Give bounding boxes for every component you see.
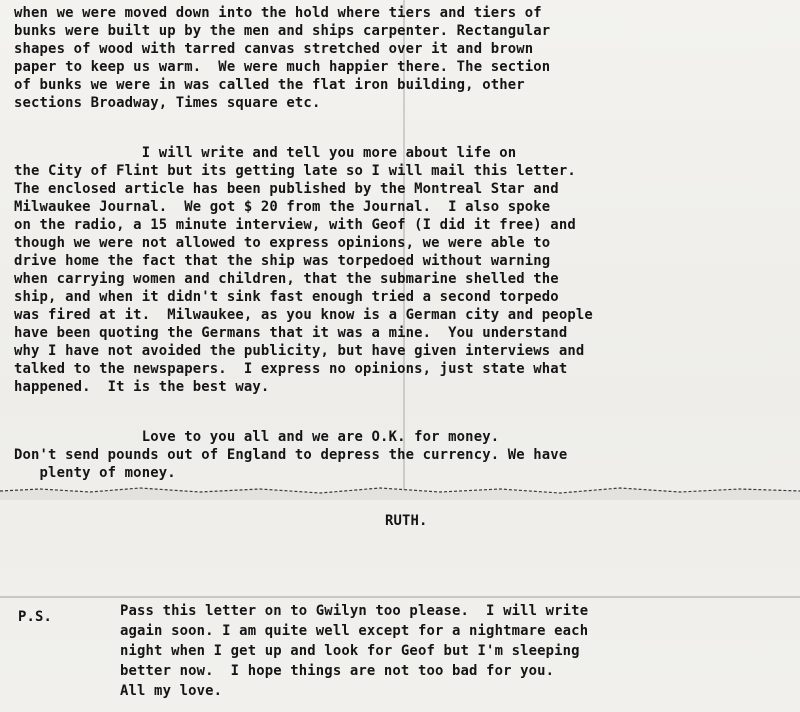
letter-line: ship, and when it didn't sink fast enough tried a second torpedo — [14, 289, 559, 305]
torn-edge — [0, 482, 800, 500]
letter-line: bunks were built up by the men and ships carpenter. Rectangular — [14, 23, 551, 39]
signature: RUTH. — [385, 513, 428, 529]
letter-line: The enclosed article has been published by the Montreal Star and — [14, 181, 559, 197]
letter-line: paper to keep us warm. We were much happier there. The section — [14, 59, 551, 75]
letter-line: on the radio, a 15 minute interview, with Geof (I did it free) and — [14, 217, 576, 233]
postscript-label: P.S. — [18, 609, 53, 625]
letter-line: of bunks we were in was called the flat iron building, other — [14, 77, 525, 93]
letter-line: why I have not avoided the publicity, but have given interviews and — [14, 343, 585, 359]
letter-line: sections Broadway, Times square etc. — [14, 95, 321, 111]
letter-line: talked to the newspapers. I express no opinions, just state what — [14, 361, 568, 377]
letter-line: when carrying women and children, that the submarine shelled the — [14, 271, 559, 287]
letter-line: though we were not allowed to express opinions, we were able to — [14, 235, 551, 251]
postscript-line: night when I get up and look for Geof but I'm sleeping — [120, 643, 580, 659]
postscript-line: again soon. I am quite well except for a nightmare each — [120, 623, 589, 639]
letter-line: when we were moved down into the hold where tiers and tiers of — [14, 5, 542, 21]
letter-line: happened. It is the best way. — [14, 379, 270, 395]
fold-crease-horizontal — [0, 596, 800, 598]
letter-line: I will write and tell you more about life on — [14, 145, 517, 161]
letter-line: have been quoting the Germans that it was a mine. You understand — [14, 325, 568, 341]
postscript-line: better now. I hope things are not too bad for you. — [120, 663, 555, 679]
postscript-line: All my love. — [120, 683, 223, 699]
letter-line: was fired at it. Milwaukee, as you know is a German city and people — [14, 307, 593, 323]
letter-line: Don't send pounds out of England to depress the currency. We have — [14, 447, 568, 463]
letter-line: shapes of wood with tarred canvas stretched over it and brown — [14, 41, 534, 57]
letter-line: plenty of money. — [14, 465, 176, 481]
letter-line: drive home the fact that the ship was torpedoed without warning — [14, 253, 551, 269]
postscript-line: Pass this letter on to Gwilyn too please. I will write — [120, 603, 589, 619]
letter-line: the City of Flint but its getting late so I will mail this letter. — [14, 163, 576, 179]
letter-line: Milwaukee Journal. We got $ 20 from the Journal. I also spoke — [14, 199, 551, 215]
letter-line: Love to you all and we are O.K. for money. — [14, 429, 500, 445]
